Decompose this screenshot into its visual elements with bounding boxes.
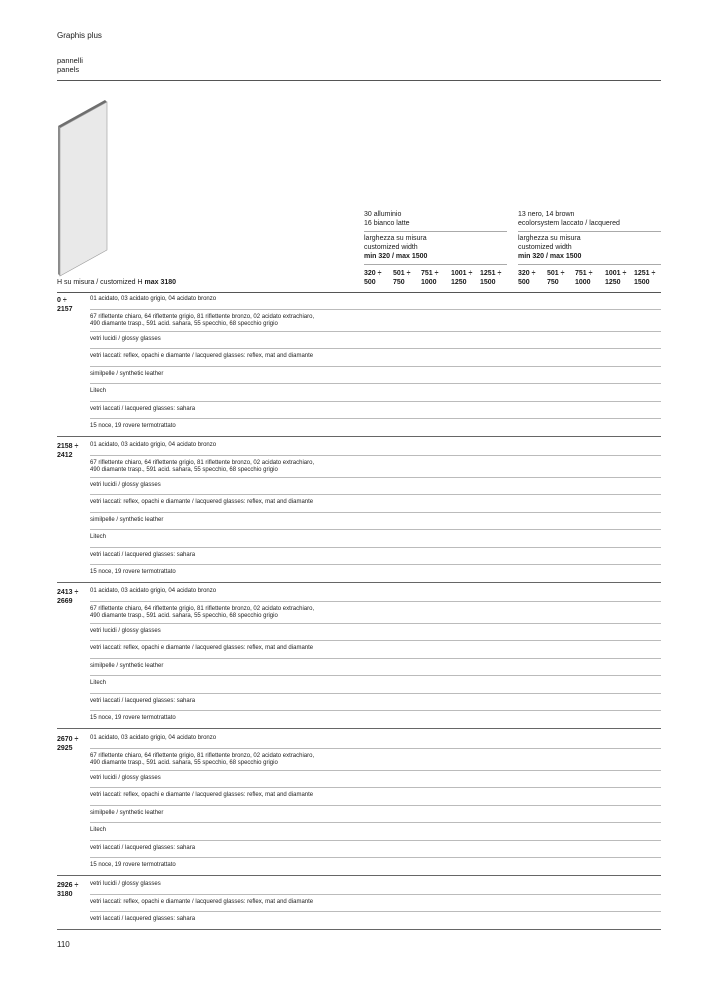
width-range-to: 500 (518, 279, 530, 286)
row-divider (90, 309, 661, 310)
row-divider (90, 787, 661, 788)
group-divider (57, 728, 661, 729)
column-divider (518, 264, 661, 265)
finish-row-text: similpelle / synthetic leather (90, 516, 164, 523)
finish-row-text: vetri laccati: reflex, opachi e diamante / lacquered glasses: reflex, mat and diamante (90, 353, 314, 359)
subtitle-english: panels (57, 65, 80, 74)
finish-row-text: 67 riflettente chiaro, 64 riflettente grigio, 81 riflettente bronzo, 02 acidato extrachiaro, (90, 313, 315, 320)
width-range-from: 501 ÷ (547, 270, 565, 277)
height-range-from: 2670 ÷ (57, 736, 79, 743)
width-range-from: 751 ÷ (421, 270, 439, 277)
row-divider (90, 675, 661, 676)
finish-row (90, 881, 661, 889)
row-divider (90, 366, 661, 367)
row-divider (90, 623, 661, 624)
width-range-from: 751 ÷ (575, 270, 593, 277)
row-divider (90, 894, 661, 895)
panel-illustration (55, 98, 115, 278)
header-divider (57, 292, 661, 293)
finish-row-text: 01 acidato, 03 acidato grigio, 04 acidato bronzo (90, 296, 217, 302)
finish-row-text: vetri lucidi / glossy glasses (90, 481, 161, 488)
finish-row-text: vetri laccati: reflex, opachi e diamante / lacquered glasses: reflex, mat and diamante (90, 792, 314, 798)
finish-row-text: 67 riflettente chiaro, 64 riflettente grigio, 81 riflettente bronzo, 02 acidato extrachiaro, (90, 752, 315, 759)
finish-row-text: Litech (90, 827, 107, 833)
height-range-to: 2925 (57, 745, 73, 752)
height-label (57, 279, 176, 286)
row-divider (90, 455, 661, 456)
column-finish-1: 30 alluminio (364, 211, 402, 218)
column-width-it: larghezza su misura (518, 235, 581, 242)
column-width-range-value: min 320 / max 1500 (518, 253, 582, 260)
row-divider (90, 383, 661, 384)
row-divider (90, 693, 661, 694)
finish-row (90, 862, 661, 870)
column-width-en: customized width (518, 244, 572, 251)
row-divider (90, 601, 661, 602)
finish-row-text: vetri laccati: reflex, opachi e diamante / lacquered glasses: reflex, mat and diamante (90, 645, 314, 651)
row-divider (90, 748, 661, 749)
row-divider (90, 640, 661, 641)
width-range-to: 1000 (421, 279, 437, 286)
finish-row (90, 296, 661, 304)
finish-row (90, 663, 661, 671)
finish-row (90, 460, 661, 475)
finish-row-text: vetri lucidi / glossy glasses (90, 335, 161, 342)
finish-row-text: vetri laccati: reflex, opachi e diamante / lacquered glasses: reflex, mat and diamante (90, 499, 314, 505)
finish-row-text: similpelle / synthetic leather (90, 662, 164, 669)
width-range-from: 320 ÷ (364, 270, 382, 277)
row-divider (90, 822, 661, 823)
width-range-to: 1500 (634, 279, 650, 286)
top-divider (57, 80, 661, 81)
height-range-from: 2413 ÷ (57, 589, 79, 596)
finish-row (90, 792, 661, 800)
row-divider (90, 494, 661, 495)
finish-row-text: similpelle / synthetic leather (90, 809, 164, 816)
width-range (518, 269, 535, 287)
page-number: 110 (57, 940, 70, 949)
row-divider (90, 840, 661, 841)
width-range-to: 750 (547, 279, 559, 286)
width-range-from: 1251 ÷ (634, 270, 656, 277)
finish-row (90, 499, 661, 507)
width-range (605, 269, 626, 287)
column-divider (364, 231, 507, 232)
height-label-max: max 3180 (144, 279, 177, 286)
column-finish-2: 16 bianco latte (364, 220, 410, 227)
finish-row (90, 698, 661, 706)
finish-row-text: vetri laccati: reflex, opachi e diamante / lacquered glasses: reflex, mat and diamante (90, 898, 314, 905)
finish-row (90, 735, 661, 743)
finish-row-text: vetri lucidi / glossy glasses (90, 774, 161, 781)
height-range-from: 2158 ÷ (57, 443, 79, 450)
height-range-to: 2412 (57, 452, 73, 459)
group-divider (57, 436, 661, 437)
document-title: Graphis plus (57, 31, 102, 40)
finish-row-text: vetri laccati / lacquered glasses: sahara (90, 916, 196, 922)
width-range (393, 269, 410, 287)
finish-row (90, 588, 661, 596)
finish-row (90, 810, 661, 818)
row-divider (90, 770, 661, 771)
finish-row-text: 15 noce, 19 rovere termotrattato (90, 715, 176, 721)
finish-row (90, 628, 661, 636)
finish-row (90, 353, 661, 361)
height-label-prefix: H su misura / customized H (57, 279, 145, 286)
row-divider (90, 401, 661, 402)
finish-row-text: Litech (90, 534, 107, 540)
finish-row-text: 01 acidato, 03 acidato grigio, 04 acidato bronzo (90, 735, 217, 741)
finish-row-text: 15 noce, 19 rovere termotrattato (90, 862, 176, 868)
width-range-to: 1250 (451, 279, 467, 286)
row-divider (90, 348, 661, 349)
finish-row-text: vetri laccati / lacquered glasses: sahara (90, 697, 196, 704)
width-range-to: 1000 (575, 279, 591, 286)
finish-row (90, 753, 661, 768)
width-range-to: 1500 (480, 279, 496, 286)
finish-row-text: Litech (90, 388, 107, 394)
finish-row-text: 01 acidato, 03 acidato grigio, 04 acidato bronzo (90, 588, 217, 594)
finish-row (90, 606, 661, 621)
height-range-to: 2157 (57, 306, 73, 313)
finish-row (90, 406, 661, 414)
width-range-to: 500 (364, 279, 376, 286)
group-divider (57, 875, 661, 876)
finish-row-text: 490 diamante trasp., 591 acid. sahara, 55 specchio, 68 specchio grigio (90, 321, 278, 327)
column-divider (364, 264, 507, 265)
finish-row-text: similpelle / synthetic leather (90, 370, 164, 377)
height-range (57, 735, 87, 753)
column-width-range-value: min 320 / max 1500 (364, 253, 428, 260)
finish-row-text: Litech (90, 680, 107, 686)
finish-row (90, 442, 661, 450)
width-range-to: 1250 (605, 279, 621, 286)
height-range (57, 588, 87, 606)
row-divider (90, 658, 661, 659)
column-divider (518, 231, 661, 232)
width-range (575, 269, 592, 287)
finish-row (90, 482, 661, 490)
finish-row (90, 899, 661, 907)
group-divider (57, 582, 661, 583)
row-divider (90, 911, 661, 912)
finish-row (90, 371, 661, 379)
finish-row (90, 715, 661, 723)
finish-row (90, 680, 661, 688)
finish-row-text: vetri laccati / lacquered glasses: sahara (90, 551, 196, 558)
finish-row (90, 569, 661, 577)
finish-row (90, 845, 661, 853)
finish-row-text: 15 noce, 19 rovere termotrattato (90, 423, 176, 429)
finish-row-text: 67 riflettente chiaro, 64 riflettente grigio, 81 riflettente bronzo, 02 acidato extrachiaro, (90, 459, 315, 466)
width-range-from: 320 ÷ (518, 270, 536, 277)
width-range (451, 269, 472, 287)
group-divider (57, 929, 661, 930)
row-divider (90, 547, 661, 548)
height-range-from: 2926 ÷ (57, 882, 79, 889)
finish-row-text: 67 riflettente chiaro, 64 riflettente grigio, 81 riflettente bronzo, 02 acidato extrachiaro, (90, 605, 315, 612)
width-range-from: 1001 ÷ (451, 270, 473, 277)
width-range-from: 1001 ÷ (605, 270, 627, 277)
finish-row (90, 534, 661, 542)
finish-row-text: vetri laccati / lacquered glasses: sahara (90, 844, 196, 851)
document-subtitle (57, 56, 83, 74)
width-range (480, 269, 501, 287)
finish-row-text: vetri lucidi / glossy glasses (90, 627, 161, 634)
width-range-from: 1251 ÷ (480, 270, 502, 277)
row-divider (90, 331, 661, 332)
finish-row (90, 388, 661, 396)
subtitle-italian: pannelli (57, 56, 83, 65)
finish-row-text: 490 diamante trasp., 591 acid. sahara, 55 specchio, 68 specchio grigio (90, 760, 278, 766)
row-divider (90, 477, 661, 478)
width-range-from: 501 ÷ (393, 270, 411, 277)
row-divider (90, 512, 661, 513)
finish-row (90, 552, 661, 560)
height-range-to: 2669 (57, 598, 73, 605)
row-divider (90, 805, 661, 806)
finish-row (90, 336, 661, 344)
column-width-range (364, 253, 427, 262)
row-divider (90, 529, 661, 530)
row-divider (90, 564, 661, 565)
column-width-en: customized width (364, 244, 418, 251)
height-range (57, 881, 87, 899)
finish-row (90, 775, 661, 783)
finish-row (90, 314, 661, 329)
width-range-to: 750 (393, 279, 405, 286)
width-range (421, 269, 438, 287)
finish-row-text: vetri lucidi / glossy glasses (90, 881, 161, 887)
row-divider (90, 857, 661, 858)
height-range (57, 296, 87, 314)
width-range (547, 269, 564, 287)
column-width-it: larghezza su misura (364, 235, 427, 242)
width-range (364, 269, 381, 287)
width-range (634, 269, 655, 287)
finish-row (90, 517, 661, 525)
finish-row-text: 490 diamante trasp., 591 acid. sahara, 55 specchio, 68 specchio grigio (90, 613, 278, 619)
column-width-range (518, 253, 581, 262)
finish-row-text: 15 noce, 19 rovere termotrattato (90, 569, 176, 575)
finish-row-text: 490 diamante trasp., 591 acid. sahara, 55 specchio, 68 specchio grigio (90, 467, 278, 473)
height-range (57, 442, 87, 460)
finish-row (90, 916, 661, 924)
finish-row-text: 01 acidato, 03 acidato grigio, 04 acidato bronzo (90, 442, 217, 448)
finish-row (90, 827, 661, 835)
finish-row-text: vetri laccati / lacquered glasses: sahara (90, 405, 196, 412)
height-range-from: 0 ÷ (57, 297, 67, 304)
finish-row (90, 423, 661, 431)
row-divider (90, 710, 661, 711)
height-range-to: 3180 (57, 891, 73, 898)
row-divider (90, 418, 661, 419)
column-finish-1: 13 nero, 14 brown (518, 211, 575, 218)
column-finish-2: ecolorsystem laccato / lacquered (518, 220, 620, 227)
finish-row (90, 645, 661, 653)
